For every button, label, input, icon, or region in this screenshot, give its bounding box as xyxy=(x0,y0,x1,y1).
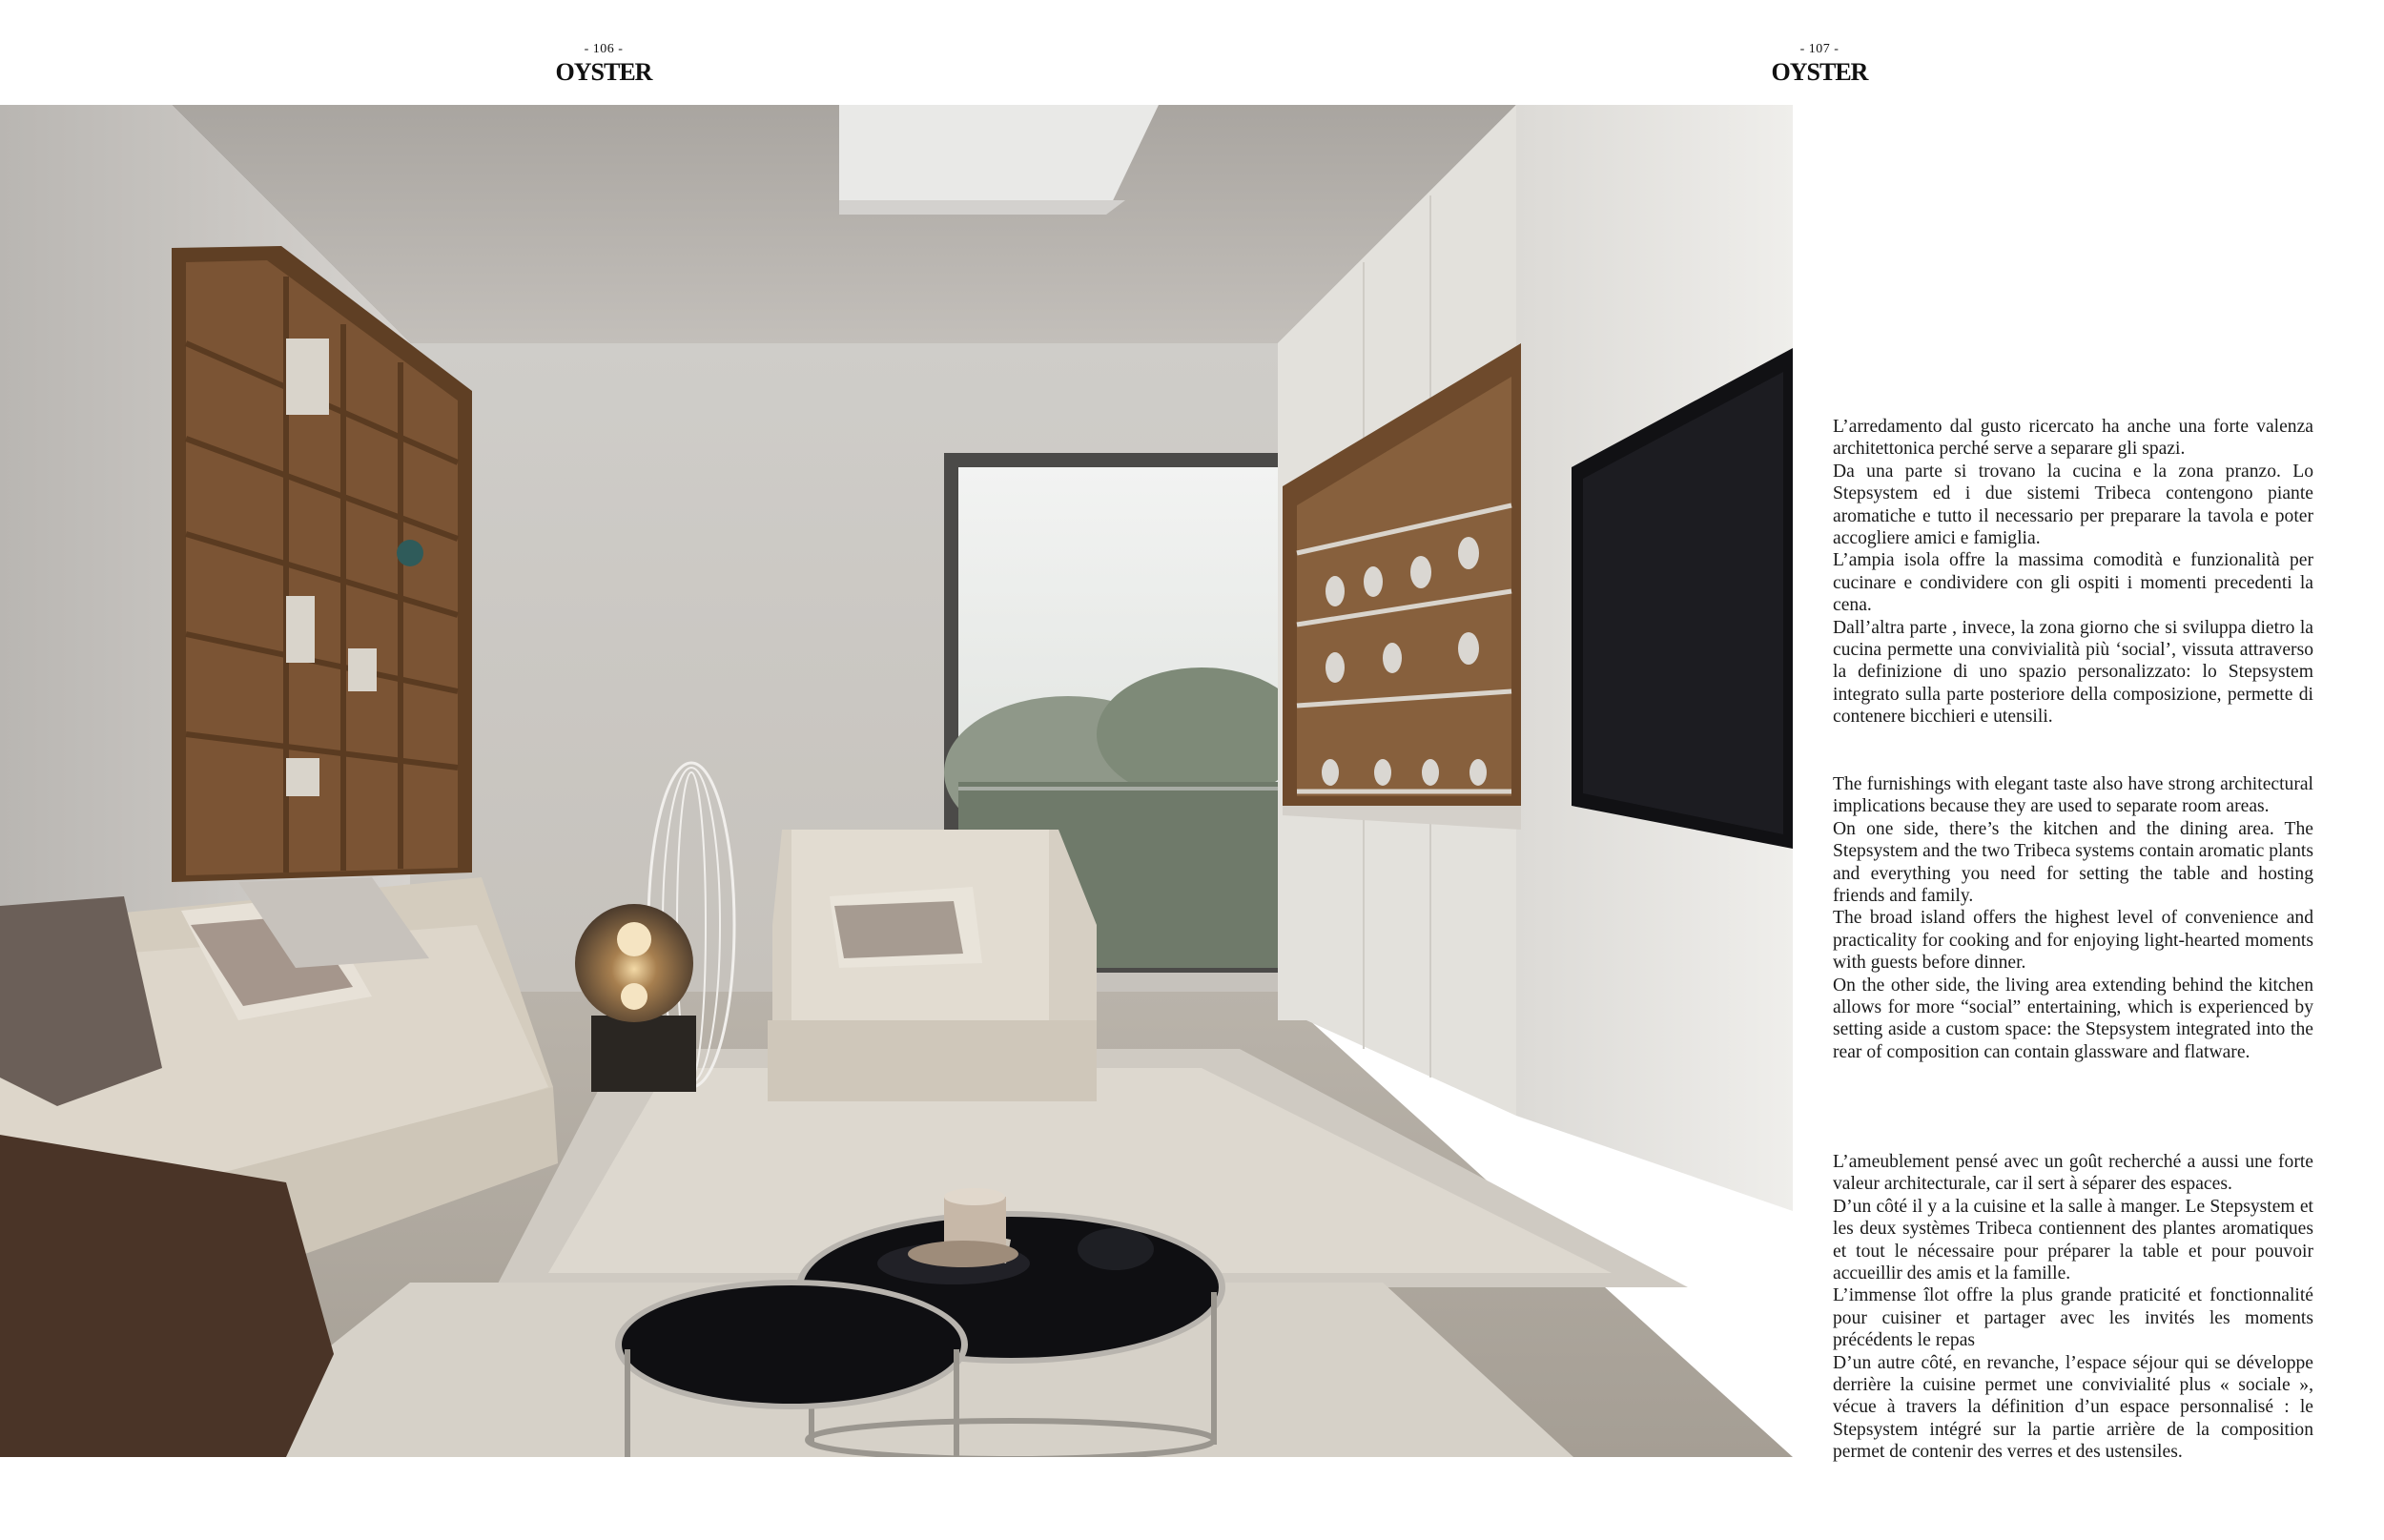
english-description xyxy=(1833,773,2313,1063)
italian-description xyxy=(1833,416,2313,729)
italian-paragraph: Dall’altra parte , invece, la zona giorno che si sviluppa dietro la cucina permette una convivialità più ‘social’, vissuta attraverso la definizione di uno spazio personalizzato: lo Stepsystem integrato sulla parte posteriore della composizione, permette di contenere bicchieri e utensili. xyxy=(1833,617,2313,728)
italian-paragraph: L’arredamento dal gusto ricercato ha anche una forte valenza architettonica perché serve a separare gli spazi. xyxy=(1833,417,2313,460)
french-description xyxy=(1833,1151,2313,1464)
left-page-header xyxy=(537,42,670,86)
italian-paragraph: Da una parte si trovano la cucina e la zona pranzo. Lo Stepsystem ed i due sistemi Tribeca contengono piante aromatiche e tutto il necessario per preparare la tavola e poter accogliere amici e famiglia. xyxy=(1833,461,2313,549)
french-paragraph: L’ameublement pensé avec un goût recherché a aussi une forte valeur architecturale, car il sert à séparer des espaces. xyxy=(1833,1152,2313,1195)
interior-photo-illustration xyxy=(0,105,1793,1457)
french-paragraph: D’un côté il y a la cuisine et la salle à manger. Le Stepsystem et les deux systèmes Tribeca contiennent des plantes aromatiques et tout le nécessaire pour préparer la table et pour pouvoir accueillir des amis et la famille. xyxy=(1833,1196,2313,1284)
left-brand-logo: OYSTER xyxy=(555,58,652,86)
left-page-number: - 106 - xyxy=(584,42,624,56)
french-paragraph: D’un autre côté, en revanche, l’espace séjour qui se développe derrière la cuisine permet une convivialité plus « sociale », vécue à travers la définition d’un espace personnalisé : le Stepsystem intégré sur la partie arrière de la composition permet de contenir des verres et des ustensiles. xyxy=(1833,1352,2313,1463)
english-paragraph: On one side, there’s the kitchen and the dining area. The Stepsystem and the two Tribeca systems contain aromatic plants and everything you need for setting the table and hosting friends and family. xyxy=(1833,818,2313,907)
english-paragraph: On the other side, the living area extending behind the kitchen allows for more “social” entertaining, which is experienced by setting aside a custom space: the Stepsystem integrated into the rear of composition can contain glassware and flatware. xyxy=(1833,975,2313,1062)
right-page-number: - 107 - xyxy=(1799,42,1839,56)
right-brand-logo: OYSTER xyxy=(1771,58,1868,86)
italian-paragraph: L’ampia isola offre la massima comodità e funzionalità per cucinare e condividere con gli ospiti i momenti precedenti la cena. xyxy=(1833,550,2313,616)
english-paragraph: The broad island offers the highest level of convenience and practicality for cooking and for enjoying light-hearted moments with guests before dinner. xyxy=(1833,908,2313,974)
french-paragraph: L’immense îlot offre la plus grande praticité et fonctionnalité pour cuisiner et partager avec les invités les moments précédents le repas xyxy=(1833,1285,2313,1351)
right-page-header xyxy=(1753,42,1886,86)
interior-photo xyxy=(0,105,1793,1457)
english-paragraph: The furnishings with elegant taste also have strong architectural implications because they are used to separate room areas. xyxy=(1833,774,2313,817)
